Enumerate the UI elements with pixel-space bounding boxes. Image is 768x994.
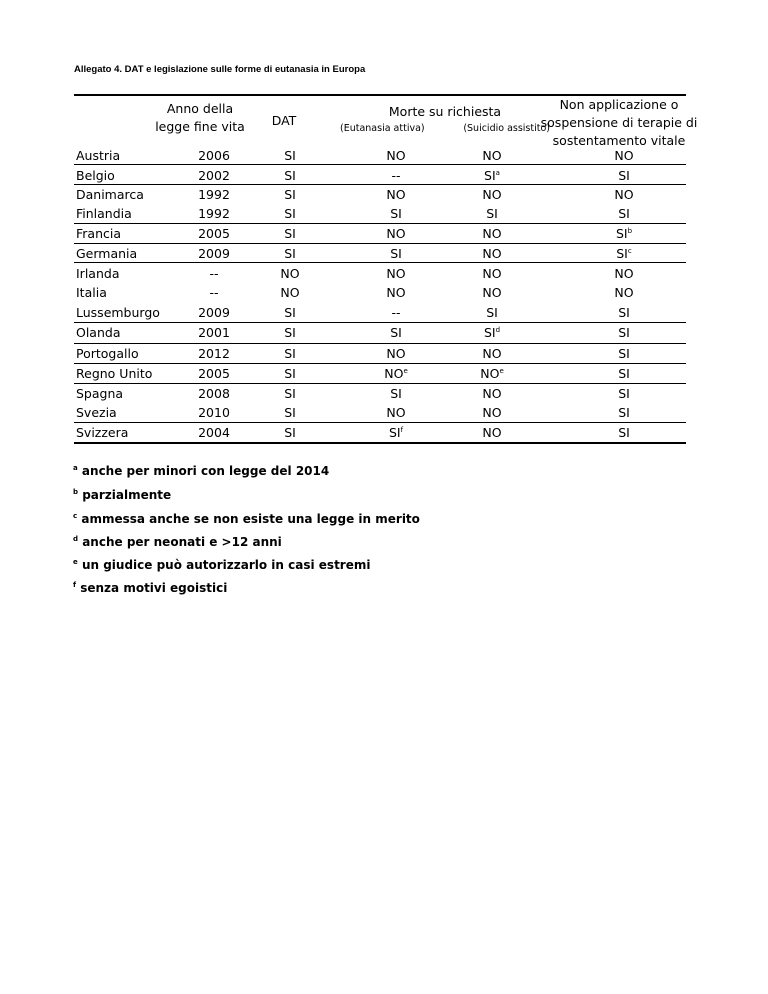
- cell-dat-text: SI: [284, 168, 296, 183]
- table-row: [74, 364, 686, 384]
- cell-eutanasia-text: NO: [386, 405, 406, 420]
- table-row: [74, 423, 686, 443]
- table-row: [74, 204, 686, 224]
- cell-dat: [262, 423, 318, 443]
- cell-suicidio: [452, 204, 532, 224]
- cell-year-text: 2008: [198, 386, 230, 401]
- table-row: [74, 323, 686, 343]
- cell-dat: [262, 364, 318, 384]
- cell-country: [76, 146, 120, 166]
- cell-sospensione: [584, 384, 664, 404]
- cell-sospensione: [584, 303, 664, 323]
- cell-eutanasia: [356, 204, 436, 224]
- table-rule: [74, 184, 686, 185]
- table-rule: [74, 262, 686, 263]
- table-row: [74, 303, 686, 323]
- table-row: [74, 264, 686, 284]
- cell-eutanasia: [356, 384, 436, 404]
- header-morte: Morte su richiesta: [388, 104, 502, 119]
- cell-sospensione-text: NO: [614, 187, 634, 202]
- cell-year-text: 1992: [198, 187, 230, 202]
- table-rule: [74, 322, 686, 323]
- document-caption: Allegato 4. DAT e legislazione sulle forme di eutanasia in Europa: [74, 64, 366, 75]
- cell-dat: [262, 403, 318, 423]
- cell-dat-text: SI: [284, 305, 296, 320]
- cell-country-text: Francia: [76, 226, 122, 241]
- cell-sospensione-text: NO: [614, 148, 634, 163]
- cell-year: [174, 323, 254, 343]
- cell-year: [174, 283, 254, 303]
- footnote-text: un giudice può autorizzarlo in casi estremi: [81, 558, 371, 572]
- cell-country-text: Svezia: [76, 405, 117, 420]
- header-eutanasia: (Eutanasia attiva): [340, 123, 425, 134]
- cell-dat: [262, 224, 318, 244]
- cell-country-text: Spagna: [76, 386, 124, 401]
- cell-eutanasia: [356, 146, 436, 166]
- table-rule: [74, 223, 686, 224]
- cell-dat: [262, 384, 318, 404]
- cell-year-text: 2001: [198, 325, 230, 340]
- cell-eutanasia-text: NO: [386, 285, 406, 300]
- cell-sospensione-text: SI: [618, 425, 630, 440]
- cell-suicidio-text: NO: [482, 405, 502, 420]
- cell-country-text: Italia: [76, 285, 107, 300]
- cell-sospensione: [584, 204, 664, 224]
- cell-year: [174, 204, 254, 224]
- cell-country: [76, 364, 152, 384]
- cell-suicidio-text: NO: [482, 346, 502, 361]
- cell-sospensione: [584, 244, 664, 264]
- cell-sospensione: [584, 423, 664, 443]
- cell-dat-text: SI: [284, 187, 296, 202]
- cell-sospensione-text: SI: [618, 325, 630, 340]
- cell-suicidio-text: NO: [482, 266, 502, 281]
- cell-dat: [262, 283, 318, 303]
- cell-sospensione-text: SI: [618, 305, 630, 320]
- cell-suicidio: [452, 364, 532, 384]
- footnote-text: anche per minori con legge del 2014: [81, 464, 330, 478]
- footnote: [73, 535, 282, 549]
- cell-year-text: 2005: [198, 226, 230, 241]
- cell-suicidio-text: SI: [486, 206, 498, 221]
- table-row: [74, 224, 686, 244]
- cell-country-text: Finlandia: [76, 206, 132, 221]
- cell-year: [174, 384, 254, 404]
- cell-eutanasia-text: SI: [390, 325, 402, 340]
- header-sosp-line2: sospensione di terapie di: [540, 115, 698, 130]
- cell-country: [76, 303, 160, 323]
- cell-suicidio: [452, 323, 532, 343]
- table-row: [74, 403, 686, 423]
- cell-eutanasia-text: SI: [390, 206, 402, 221]
- cell-sospensione-text: NO: [614, 285, 634, 300]
- cell-dat: [262, 344, 318, 364]
- cell-country-text: Danimarca: [76, 187, 144, 202]
- cell-dat-text: SI: [284, 226, 296, 241]
- cell-sospensione: [584, 403, 664, 423]
- cell-eutanasia: [356, 283, 436, 303]
- footnote-mark: b: [627, 226, 633, 235]
- cell-suicidio-text: NO: [480, 366, 500, 381]
- cell-year: [174, 364, 254, 384]
- cell-sospensione-text: SI: [618, 206, 630, 221]
- cell-sospensione: [584, 264, 664, 284]
- cell-dat: [262, 244, 318, 264]
- cell-suicidio: [452, 146, 532, 166]
- table-row: [74, 344, 686, 364]
- cell-country-text: Svizzera: [76, 425, 129, 440]
- table-row: [74, 384, 686, 404]
- cell-year: [174, 403, 254, 423]
- cell-country: [76, 344, 139, 364]
- cell-year-text: 2009: [198, 305, 230, 320]
- cell-suicidio: [452, 185, 532, 205]
- cell-country-text: Portogallo: [76, 346, 139, 361]
- cell-suicidio: [452, 303, 532, 323]
- cell-year-text: 2002: [198, 168, 230, 183]
- cell-country-text: Regno Unito: [76, 366, 153, 381]
- cell-country: [76, 283, 107, 303]
- cell-sospensione: [584, 323, 664, 343]
- cell-year-text: 2012: [198, 346, 230, 361]
- cell-dat-text: SI: [284, 206, 296, 221]
- cell-sospensione-text: SI: [618, 168, 630, 183]
- cell-eutanasia: [356, 364, 436, 384]
- cell-sospensione-text: SI: [618, 405, 630, 420]
- cell-country: [76, 384, 123, 404]
- cell-dat-text: SI: [284, 405, 296, 420]
- cell-suicidio-text: NO: [482, 246, 502, 261]
- cell-dat: [262, 166, 318, 186]
- cell-dat-text: NO: [280, 266, 300, 281]
- footnote-mark: e: [499, 366, 504, 375]
- cell-year: [174, 224, 254, 244]
- footnote-text: senza motivi egoistici: [80, 581, 228, 595]
- cell-country: [76, 204, 132, 224]
- cell-suicidio: [452, 283, 532, 303]
- cell-suicidio: [452, 423, 532, 443]
- cell-year: [174, 146, 254, 166]
- cell-sospensione: [584, 224, 664, 244]
- cell-eutanasia: [356, 264, 436, 284]
- cell-country-text: Austria: [76, 148, 121, 163]
- cell-sospensione-text: SI: [618, 386, 630, 401]
- cell-sospensione: [584, 283, 664, 303]
- cell-suicidio-text: NO: [482, 226, 502, 241]
- cell-dat: [262, 303, 318, 323]
- header-sosp-line1: Non applicazione o: [559, 97, 679, 112]
- cell-year: [174, 185, 254, 205]
- cell-year: [174, 344, 254, 364]
- cell-year-text: 2010: [198, 405, 230, 420]
- cell-dat: [262, 204, 318, 224]
- cell-eutanasia-text: SI: [388, 425, 401, 440]
- cell-year-text: 2005: [198, 366, 230, 381]
- cell-eutanasia: [356, 185, 436, 205]
- cell-eutanasia-text: SI: [390, 386, 402, 401]
- cell-country: [76, 423, 128, 443]
- cell-eutanasia-text: NO: [386, 148, 406, 163]
- cell-eutanasia-text: --: [391, 168, 401, 183]
- footnote-text: anche per neonati e >12 anni: [82, 535, 282, 549]
- cell-dat-text: SI: [284, 425, 296, 440]
- cell-year-text: 2004: [198, 425, 230, 440]
- footnote-mark: f: [73, 581, 77, 589]
- header-suicidio: (Suicidio assistito): [463, 123, 550, 134]
- cell-country-text: Belgio: [76, 168, 115, 183]
- cell-year-text: --: [209, 266, 219, 281]
- cell-sospensione-text: SI: [618, 346, 630, 361]
- footnote: [73, 558, 370, 572]
- table-row: [74, 166, 686, 186]
- cell-sospensione: [584, 146, 664, 166]
- footnote-mark: d: [495, 325, 501, 334]
- footnote-mark: a: [73, 464, 78, 472]
- footnote-mark: c: [627, 246, 632, 255]
- cell-year: [174, 423, 254, 443]
- cell-eutanasia: [356, 224, 436, 244]
- cell-eutanasia: [356, 323, 436, 343]
- table-rule: [74, 422, 686, 423]
- cell-eutanasia: [356, 244, 436, 264]
- cell-eutanasia: [356, 423, 436, 443]
- header-year-line2: legge fine vita: [155, 119, 245, 134]
- cell-sospensione: [584, 166, 664, 186]
- cell-eutanasia-text: NO: [386, 226, 406, 241]
- cell-eutanasia: [356, 344, 436, 364]
- cell-eutanasia: [356, 303, 436, 323]
- footnote: [73, 464, 329, 478]
- cell-sospensione: [584, 344, 664, 364]
- cell-country: [76, 224, 121, 244]
- cell-dat-text: SI: [284, 325, 296, 340]
- cell-sospensione-text: SI: [615, 226, 628, 241]
- table-rule: [74, 343, 686, 344]
- cell-country: [76, 244, 137, 264]
- cell-country: [76, 185, 144, 205]
- header-sosp-line3: sostentamento vitale: [552, 133, 686, 148]
- footnote: [73, 512, 420, 526]
- cell-dat: [262, 264, 318, 284]
- cell-suicidio-text: SI: [483, 325, 496, 340]
- cell-year: [174, 244, 254, 264]
- table-rule: [74, 442, 686, 444]
- footnote-mark: d: [73, 535, 79, 543]
- header-sospensione: [539, 96, 699, 150]
- cell-suicidio-text: SI: [486, 305, 498, 320]
- table-row: [74, 185, 686, 205]
- cell-suicidio: [452, 344, 532, 364]
- cell-eutanasia-text: --: [391, 305, 401, 320]
- cell-country: [76, 403, 117, 423]
- footnote: [73, 581, 227, 595]
- cell-country: [76, 264, 119, 284]
- cell-suicidio-text: NO: [482, 148, 502, 163]
- cell-year: [174, 264, 254, 284]
- cell-suicidio: [452, 384, 532, 404]
- cell-dat-text: NO: [280, 285, 300, 300]
- table-rule: [74, 383, 686, 384]
- cell-sospensione-text: SI: [616, 246, 628, 261]
- cell-suicidio-text: NO: [482, 187, 502, 202]
- cell-eutanasia-text: NO: [386, 266, 406, 281]
- cell-dat-text: SI: [284, 386, 296, 401]
- cell-sospensione-text: SI: [618, 366, 630, 381]
- header-year-line1: Anno della: [166, 101, 234, 116]
- cell-dat-text: SI: [284, 366, 296, 381]
- cell-country-text: Germania: [76, 246, 138, 261]
- cell-year-text: 2009: [198, 246, 230, 261]
- cell-dat: [262, 146, 318, 166]
- cell-dat: [262, 323, 318, 343]
- cell-suicidio-text: NO: [482, 285, 502, 300]
- cell-eutanasia-text: NO: [384, 366, 404, 381]
- table-rule: [74, 164, 686, 165]
- table-row: [74, 146, 686, 166]
- footnote-text: ammessa anche se non esiste una legge in merito: [81, 512, 420, 526]
- footnote-mark: a: [495, 168, 500, 177]
- footnote-mark: e: [403, 366, 408, 375]
- footnote-mark: e: [73, 558, 78, 566]
- cell-country-text: Lussemburgo: [76, 305, 160, 320]
- table-rule: [74, 363, 686, 364]
- footnote: [73, 488, 171, 502]
- cell-country: [76, 166, 115, 186]
- table-row: [74, 283, 686, 303]
- cell-eutanasia-text: NO: [386, 187, 406, 202]
- footnote-text: parzialmente: [82, 488, 172, 502]
- cell-suicidio-text: SI: [484, 168, 496, 183]
- cell-dat-text: SI: [284, 148, 296, 163]
- cell-eutanasia: [356, 166, 436, 186]
- cell-suicidio: [452, 403, 532, 423]
- cell-country-text: Irlanda: [76, 266, 120, 281]
- cell-year-text: 2006: [198, 148, 230, 163]
- header-morte-sub: [340, 123, 550, 134]
- footnote-mark: f: [400, 425, 404, 434]
- footnote-mark: c: [73, 512, 78, 520]
- cell-country: [76, 323, 121, 343]
- cell-eutanasia-text: NO: [386, 346, 406, 361]
- header-year: [140, 100, 260, 136]
- cell-year: [174, 166, 254, 186]
- cell-dat-text: SI: [284, 246, 296, 261]
- cell-year-text: --: [209, 285, 219, 300]
- table-rule: [74, 243, 686, 244]
- cell-sospensione: [584, 185, 664, 205]
- cell-dat-text: SI: [284, 346, 296, 361]
- cell-suicidio: [452, 224, 532, 244]
- cell-suicidio: [452, 244, 532, 264]
- cell-suicidio-text: NO: [482, 425, 502, 440]
- cell-dat: [262, 185, 318, 205]
- header-dat: DAT: [271, 113, 297, 128]
- cell-country-text: Olanda: [76, 325, 121, 340]
- table-row: [74, 244, 686, 264]
- cell-suicidio: [452, 166, 532, 186]
- footnote-mark: b: [73, 488, 79, 496]
- cell-suicidio-text: NO: [482, 386, 502, 401]
- cell-suicidio: [452, 264, 532, 284]
- cell-year: [174, 303, 254, 323]
- cell-sospensione-text: NO: [614, 266, 634, 281]
- cell-year-text: 1992: [198, 206, 230, 221]
- cell-eutanasia: [356, 403, 436, 423]
- cell-sospensione: [584, 364, 664, 384]
- cell-eutanasia-text: SI: [390, 246, 402, 261]
